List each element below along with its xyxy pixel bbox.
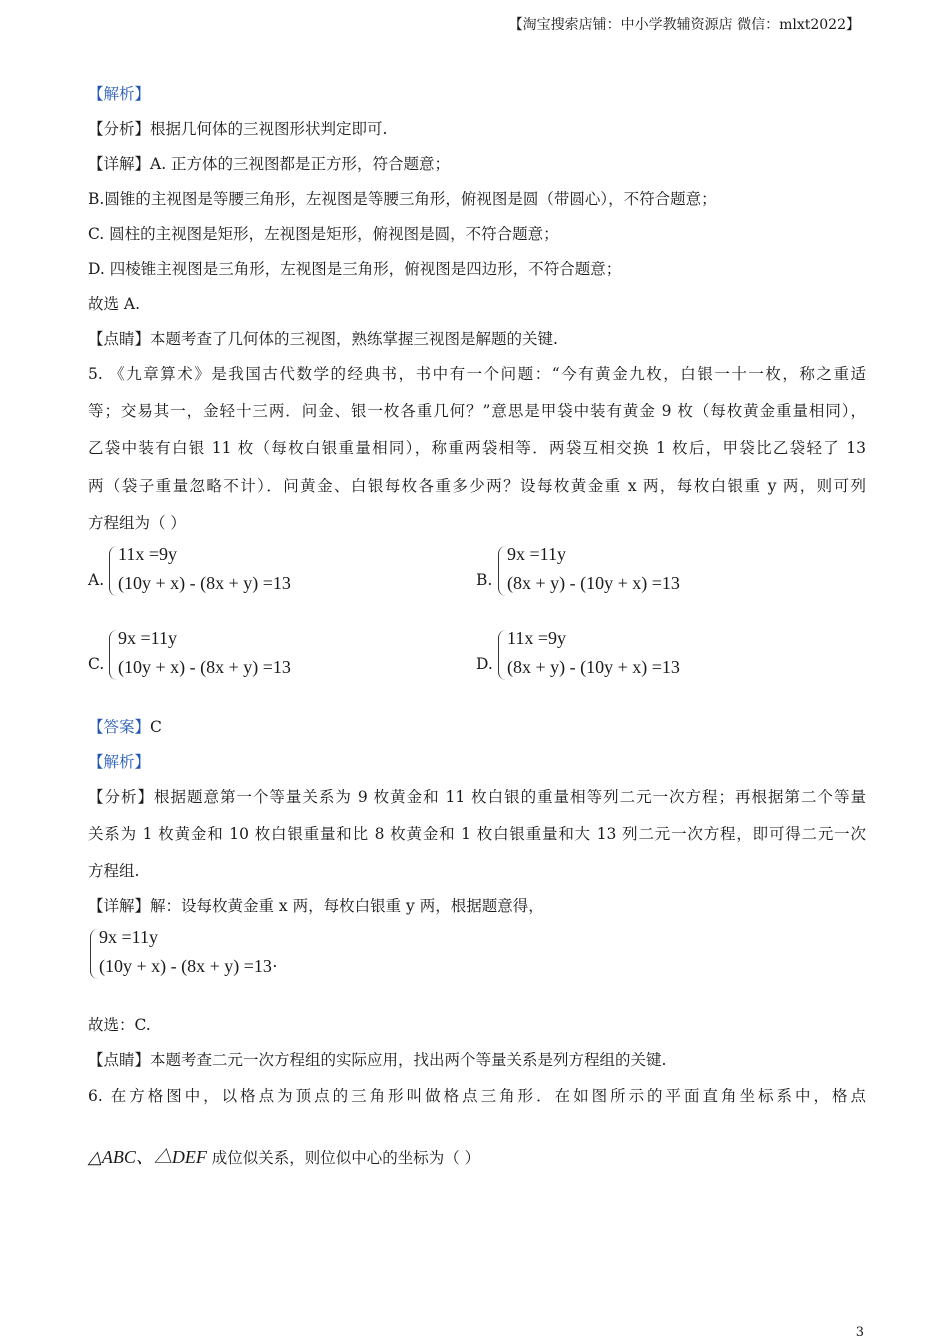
q5-analysis-line-1: 【分析】根据题意第一个等量关系为 9 枚黄金和 11 枚白银的重量相等列二元一次方程；再根据第二个等量 bbox=[88, 788, 866, 806]
option-c-label: C. bbox=[88, 655, 105, 673]
option-a-eq1: 11x =9y bbox=[118, 544, 177, 564]
page-number: 3 bbox=[855, 1325, 864, 1340]
q4-analysis: 【分析】根据几何体的三视图形状判定即可. bbox=[88, 120, 388, 138]
option-d-brace bbox=[498, 630, 507, 680]
option-b-eq2: (8x + y) - (10y + x) =13 bbox=[507, 573, 680, 593]
q5-stem-line-3: 乙袋中装有白银 11 枚（每枚白银重量相同），称重两袋相等．两袋互相交换 1 枚后，甲袋比乙袋轻了 13 bbox=[88, 439, 866, 457]
q4-jiexi-label: 【解析】 bbox=[88, 85, 151, 103]
solution-eq1: 9x =11y bbox=[99, 927, 158, 947]
q6-stem-line-1: 6. 在方格图中，以格点为顶点的三角形叫做格点三角形．在如图所示的平面直角坐标系中，格点 bbox=[88, 1087, 866, 1105]
solution-eq2: (10y + x) - (8x + y) =13· bbox=[99, 956, 278, 976]
option-d-eq2: (8x + y) - (10y + x) =13 bbox=[507, 657, 680, 677]
solution-brace bbox=[90, 929, 99, 979]
q4-detail-b: B.圆锥的主视图是等腰三角形，左视图是等腰三角形，俯视图是圆（带圆心），不符合题意； bbox=[88, 190, 717, 208]
q5-comment: 【点睛】本题考查二元一次方程组的实际应用，找出两个等量关系是列方程组的关键. bbox=[88, 1051, 667, 1069]
q4-detail-d: D. 四棱锥主视图是三角形，左视图是三角形，俯视图是四边形，不符合题意； bbox=[88, 260, 622, 278]
q4-detail-c: C. 圆柱的主视图是矩形，左视图是矩形，俯视图是圆，不符合题意； bbox=[88, 225, 559, 243]
option-d-label: D. bbox=[476, 655, 493, 673]
q5-choose: 故选：C. bbox=[88, 1016, 151, 1034]
option-b-brace bbox=[498, 546, 507, 596]
q6-triangles: △ABC、△DEF bbox=[88, 1147, 207, 1167]
option-c-eq1: 9x =11y bbox=[118, 628, 177, 648]
option-b-eq1: 9x =11y bbox=[507, 544, 566, 564]
q5-stem-line-4: 两（袋子重量忽略不计）．问黄金、白银每枚各重多少两？设每枚黄金重 x 两，每枚白银重 y 两，则可列 bbox=[88, 477, 866, 495]
q5-analysis-line-2: 关系为 1 枚黄金和 10 枚白银重量和比 8 枚黄金和 1 枚白银重量和大 13 列二元一次方程，即可得二元一次 bbox=[88, 825, 866, 843]
option-c-eq2: (10y + x) - (8x + y) =13 bbox=[118, 657, 291, 677]
option-a-label: A. bbox=[88, 571, 105, 589]
option-a-brace bbox=[109, 546, 118, 596]
q5-detail: 【详解】解：设每枚黄金重 x 两，每枚白银重 y 两，根据题意得， bbox=[88, 897, 544, 915]
option-b-label: B. bbox=[476, 571, 493, 589]
q5-jiexi-label: 【解析】 bbox=[88, 753, 151, 771]
q4-detail-a: 【详解】A. 正方体的三视图都是正方形，符合题意； bbox=[88, 155, 451, 173]
q6-stem-rest: 成位似关系，则位似中心的坐标为（ ） bbox=[206, 1149, 481, 1167]
q4-choose: 故选 A. bbox=[88, 295, 141, 313]
page-header: 【淘宝搜索店铺：中小学教辅资源店 微信：mlxt2022】 bbox=[508, 17, 860, 33]
option-c-brace bbox=[109, 630, 118, 680]
q5-stem-line-5: 方程组为（ ） bbox=[88, 514, 186, 532]
option-d-eq1: 11x =9y bbox=[507, 628, 566, 648]
q6-stem-line-2 bbox=[88, 1143, 480, 1169]
q5-analysis-line-3: 方程组. bbox=[88, 862, 140, 880]
q5-stem-line-2: 等；交易其一，金轻十三两．问金、银一枚各重几何？”意思是甲袋中装有黄金 9 枚（每枚黄金重量相同）， bbox=[88, 402, 866, 420]
option-a-eq2: (10y + x) - (8x + y) =13 bbox=[118, 573, 291, 593]
q5-stem-line-1: 5. 《九章算术》是我国古代数学的经典书，书中有一个问题：“今有黄金九枚，白银一十一枚，称之重适 bbox=[88, 365, 866, 383]
q4-comment: 【点睛】本题考查了几何体的三视图，熟练掌握三视图是解题的关键. bbox=[88, 330, 558, 348]
q5-answer bbox=[88, 715, 162, 737]
q5-answer-value: C bbox=[150, 718, 162, 736]
q5-answer-label: 【答案】 bbox=[88, 718, 151, 736]
